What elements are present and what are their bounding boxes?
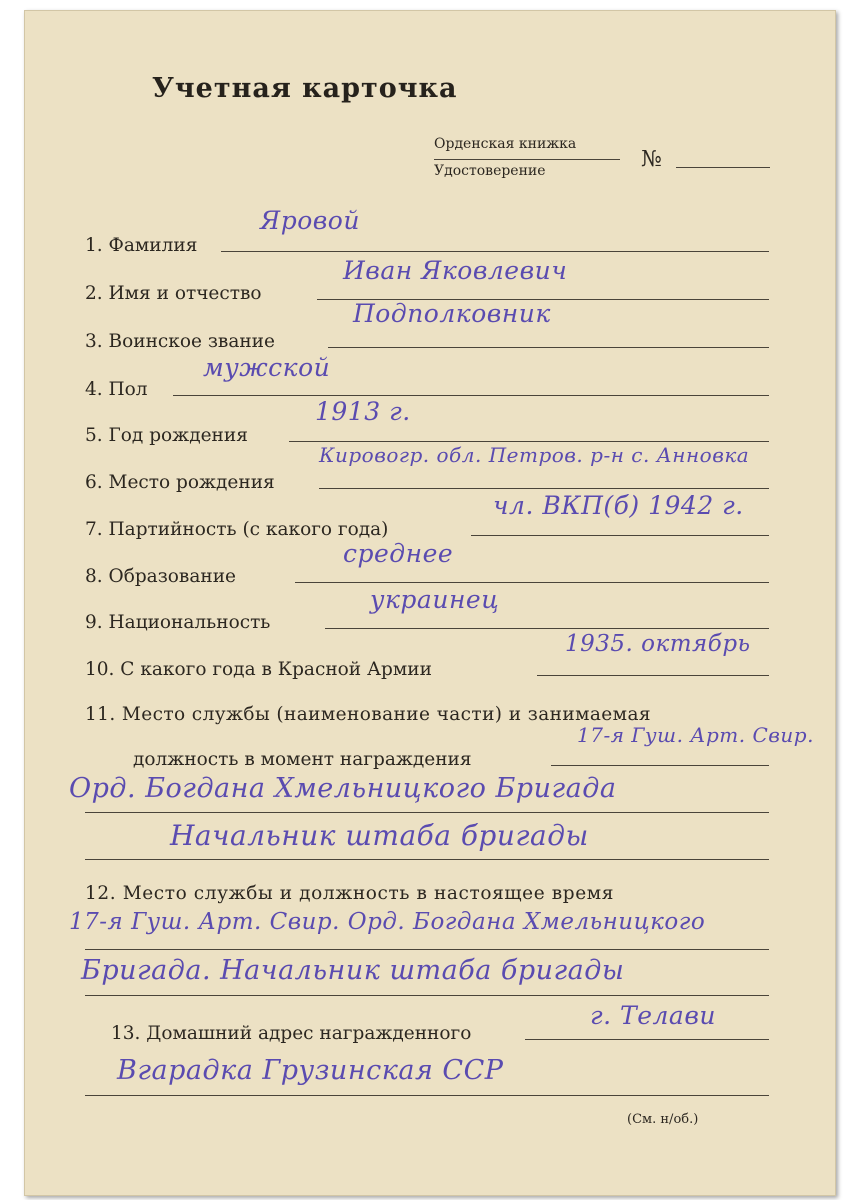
rank-label: 3. Воинское звание <box>85 331 275 352</box>
service-place-value-line2: Орд. Богдана Хмельницкого Бригада <box>69 773 617 804</box>
nationality-value: украинец <box>370 585 500 614</box>
home-address-value-line2: Вгарадка Грузинская ССР <box>117 1055 504 1086</box>
footer-note: (См. н/об.) <box>627 1112 699 1127</box>
surname-line <box>221 251 769 252</box>
current-service-line2 <box>85 995 769 996</box>
home-address-line1 <box>525 1039 769 1040</box>
birth-year-line <box>289 441 769 442</box>
birthplace-label: 6. Место рождения <box>85 472 275 493</box>
service-place-line3 <box>85 859 769 860</box>
education-line <box>295 582 769 583</box>
army-since-value: 1935. октябрь <box>565 631 751 657</box>
party-line <box>471 535 769 536</box>
current-service-value-line2: Бригада. Начальник штаба бригады <box>81 955 625 986</box>
education-label: 8. Образование <box>85 566 236 587</box>
current-service-line1 <box>85 949 769 950</box>
surname-label: 1. Фамилия <box>85 235 198 256</box>
birth-year-value: 1913 г. <box>315 397 411 426</box>
surname-value: Яровой <box>260 206 360 235</box>
party-value: чл. ВКП(б) 1942 г. <box>493 491 744 520</box>
number-line <box>676 167 770 168</box>
army-since-label: 10. С какого года в Красной Армии <box>85 659 432 680</box>
certificate-label: Удостоверение <box>434 163 546 179</box>
number-sign: № <box>641 147 662 172</box>
home-address-value-line1: г. Телави <box>590 1001 716 1030</box>
home-address-label: 13. Домашний адрес награжденного <box>111 1023 472 1044</box>
birthplace-value: Кировогр. обл. Петров. р-н с. Анновка <box>319 443 750 467</box>
education-value: среднее <box>343 539 454 568</box>
birth-year-label: 5. Год рождения <box>85 425 248 446</box>
service-place-line1 <box>551 765 769 766</box>
record-card <box>24 10 836 1196</box>
order-book-label: Орденская книжка <box>434 136 577 152</box>
current-service-label: 12. Место службы и должность в настоящее время <box>85 883 614 904</box>
name-value: Иван Яковлевич <box>343 256 568 285</box>
party-label: 7. Партийность (с какого года) <box>85 519 389 540</box>
current-service-value-line1: 17-я Гуш. Арт. Свир. Орд. Богдана Хмельницкого <box>69 909 706 935</box>
birthplace-line <box>319 488 769 489</box>
service-place-label-line1: 11. Место службы (наименование части) и занимаемая <box>85 704 651 725</box>
army-since-line <box>537 675 769 676</box>
service-place-line2 <box>85 812 769 813</box>
service-place-label-line2: должность в момент награждения <box>133 749 472 770</box>
nationality-line <box>325 628 769 629</box>
rank-value: Подполковник <box>353 299 551 328</box>
service-place-value-line1: 17-я Гуш. Арт. Свир. <box>577 723 814 747</box>
header-divider <box>434 159 620 160</box>
sex-value: мужской <box>203 353 331 382</box>
home-address-line2 <box>85 1095 769 1096</box>
sex-label: 4. Пол <box>85 379 148 400</box>
nationality-label: 9. Национальность <box>85 612 271 633</box>
sex-line <box>173 395 769 396</box>
rank-line <box>328 347 769 348</box>
card-title: Учетная карточка <box>152 73 458 104</box>
name-label: 2. Имя и отчество <box>85 283 262 304</box>
service-place-value-line3: Начальник штаба бригады <box>170 819 589 852</box>
